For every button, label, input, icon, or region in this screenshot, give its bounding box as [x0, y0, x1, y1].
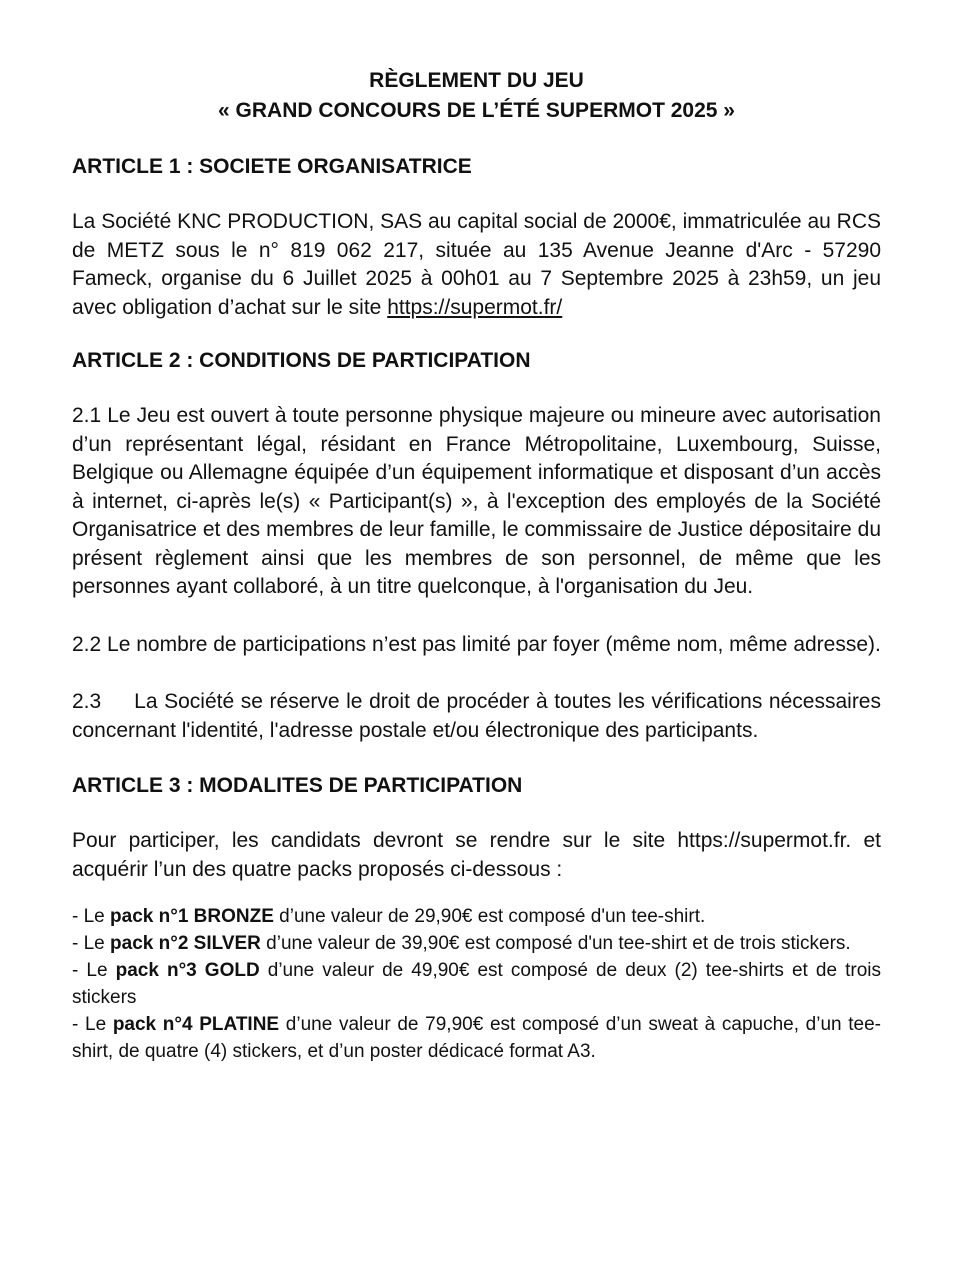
- pack-prefix: - Le: [72, 933, 111, 954]
- list-item: [72, 1011, 881, 1065]
- article-2-paragraph-3: 2.3 La Société se réserve le droit de procéder à toutes les vérifications nécessaires concernant l'identité, l'adresse postale et/ou électronique des participants.: [72, 690, 887, 742]
- pack-prefix: - Le: [72, 1014, 113, 1035]
- article-2-paragraph-1: 2.1 Le Jeu est ouvert à toute personne physique majeure ou mineure avec autorisation d’un représentant légal, résidant en France Métropolitaine, Luxembourg, Suisse, Belgique ou Allemagne équipée d’un équipement informatique et disposant d’un accès à internet, ci-après le(s) « Participant(s) », à l'exception des employés de la Société Organisatrice et des membres de leur famille, le commissaire de Justice dépositaire du présent règlement ainsi que les membres de son personnel, de même que les personnes ayant collaboré, à un titre quelconque, à l'organisation du Jeu.: [72, 404, 881, 598]
- article-3-intro: Pour participer, les candidats devront se rendre sur le site https://supermot.fr. et acquérir l’un des quatre packs proposés ci-dessous :: [72, 829, 881, 881]
- pack-description: d’une valeur de 79,90€ est composé d’un sweat à capuche, d’un tee-shirt, de quatre (4) stickers, et d’un poster dédicacé format A3.: [72, 1014, 881, 1062]
- article-1-body: La Société KNC PRODUCTION, SAS au capital social de 2000€, immatriculée au RCS de METZ sous le n° 819 062 217, située au 135 Avenue Jeanne d'Arc - 57290 Fameck, organise du 6 Juillet 2025 à 00h01 au 7 Septembre 2025 à 23h59, un jeu avec obligation d’achat sur le site: [72, 210, 881, 319]
- list-item: [72, 957, 881, 1011]
- article-2-paragraph-2: 2.2 Le nombre de participations n’est pas limité par foyer (même nom, même adresse).: [72, 632, 881, 656]
- pack-name: pack n°4 PLATINE: [112, 1014, 280, 1035]
- pack-name: pack n°2 SILVER: [110, 933, 261, 954]
- pack-description: d’une valeur de 29,90€ est composé d'un tee-shirt.: [273, 906, 706, 927]
- pack-prefix: - Le: [72, 906, 111, 927]
- article-1-heading: ARTICLE 1 : SOCIETE ORGANISATRICE: [72, 155, 472, 178]
- pack-name: pack n°1 BRONZE: [110, 906, 274, 927]
- title-line-2: « GRAND CONCOURS DE L’ÉTÉ SUPERMOT 2025 »: [218, 99, 735, 122]
- pack-prefix: - Le: [72, 960, 116, 981]
- list-item: [72, 903, 881, 930]
- document-title: [72, 66, 881, 126]
- article-1-text: [72, 208, 881, 322]
- document-page: [72, 66, 887, 1065]
- title-line-1: RÈGLEMENT DU JEU: [369, 69, 584, 92]
- article-2-heading: ARTICLE 2 : CONDITIONS DE PARTICIPATION: [72, 349, 531, 372]
- pack-name: pack n°3 GOLD: [115, 960, 260, 981]
- pack-description: d’une valeur de 39,90€ est composé d'un tee-shirt et de trois stickers.: [260, 933, 851, 954]
- packs-list: [72, 903, 881, 1065]
- supermot-link[interactable]: https://supermot.fr/: [387, 295, 563, 319]
- list-item: [72, 930, 881, 957]
- article-3-heading: ARTICLE 3 : MODALITES DE PARTICIPATION: [72, 774, 523, 797]
- pack-description: d’une valeur de 49,90€ est composé de deux (2) tee-shirts et de trois stickers: [72, 960, 881, 1008]
